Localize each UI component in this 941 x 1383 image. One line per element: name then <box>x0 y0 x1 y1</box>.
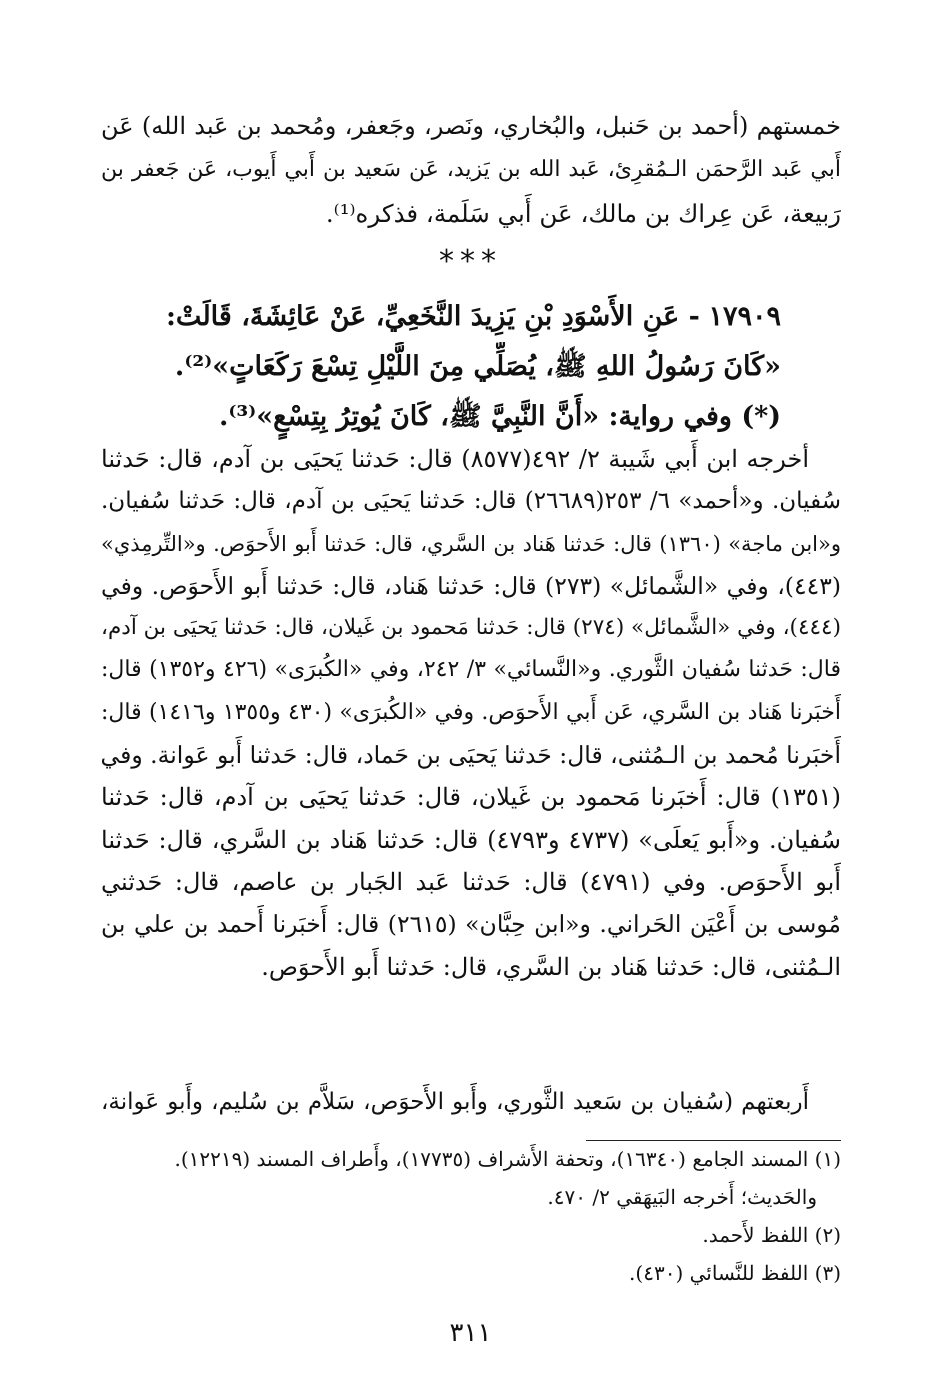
footnote-1-continuation: والحَديث؛ أَخرجه البَيهَقي ٢/ ٤٧٠. <box>547 1185 817 1209</box>
takhrij-line: أَخبَرنا مُحمد بن الـمُثنى، قال: حَدثنا يَحيَى بن حَماد، قال: حَدثنا أَبو عَوانة. وفي <box>101 741 841 770</box>
hadith-matn: «كَانَ رَسُولُ اللهِ ﷺ، يُصَلِّي مِنَ اللَّيْلِ تِسْعَ رَكَعَاتٍ»⁽²⁾. <box>174 351 781 382</box>
takhrij-line: قال: حَدثنا سُفيان الثَّوري. و«النَّسائي» ٣/ ٢٤٢، وفي «الكُبرَى» (٤٢٦ و١٣٥٢) قال: <box>101 657 841 683</box>
takhrij-line: و«ابن ماجة» (١٣٦٠) قال: حَدثنا هَناد بن السَّري، قال: حَدثنا أَبو الأَحوَص. و«التِّرمِذي» <box>101 531 841 556</box>
hadith-number: ١٧٩٠٩ <box>708 301 781 332</box>
footnotes <box>101 1138 841 1292</box>
hadith-variant: (*) وفي رواية: «أَنَّ النَّبِيَّ ﷺ، كَانَ يُوتِرُ بِتِسْعٍ»⁽³⁾. <box>218 401 781 432</box>
section-separator: *** <box>439 244 502 279</box>
takhrij-line: أَخبَرنا هَناد بن السَّري، عَن أَبي الأَحوَص. وفي «الكُبرَى» (٤٣٠ و١٣٥٥ و١٤١٦) قال: <box>101 699 841 725</box>
takhrij-line: سُفيان. و«أَبو يَعلَى» (٤٧٣٧ و٤٧٩٣) قال: حَدثنا هَناد بن السَّري، قال: حَدثنا <box>101 825 841 854</box>
takhrij-line: أَبو الأَحوَص. وفي (٤٧٩١) قال: حَدثنا عَبد الجَبار بن عاصم، قال: حَدثني <box>101 867 841 896</box>
footnote-1: (١) المسند الجامع (١٦٣٤٠)، وتحفة الأَشراف (١٧٧٣٥)، وأَطراف المسند (١٢٢١٩). <box>174 1147 841 1171</box>
footnote-2: (٢) اللفظ لأَحمد. <box>702 1223 841 1247</box>
takhrij-line: الـمُثنى، قال: حَدثنا هَناد بن السَّري، قال: حَدثنا أَبو الأَحوَص. <box>261 952 841 981</box>
page-number: ٣١١ <box>449 1318 492 1348</box>
intro-line: أَبي عَبد الرَّحمَن الـمُقرِئ، عَبد الله بن يَزيد، عَن سَعيد بن أَبي أَيوب، عَن جَعفر بن <box>101 157 841 182</box>
takhrij-line: (٤٤٤)، وفي «الشَّمائل» (٢٧٤) قال: حَدثنا مَحمود بن غَيلان، قال: حَدثنا يَحيَى بن آدم، <box>101 615 841 641</box>
takhrij-paragraph <box>101 438 841 988</box>
takhrij-line: (٤٤٣)، وفي «الشَّمائل» (٢٧٣) قال: حَدثنا هَناد، قال: حَدثنا أَبو الأَحوَص. وفي <box>101 571 841 600</box>
intro-line: رَبيعة، عَن عِراك بن مالك، عَن أَبي سَلَمة، فذكره⁽¹⁾. <box>325 199 841 228</box>
hadith-heading <box>101 292 841 342</box>
takhrij-line: أخرجه ابن أَبي شَيبة ٢/ ٤٩٢(٨٥٧٧) قال: حَدثنا يَحيَى بن آدم، قال: حَدثنا <box>101 445 809 473</box>
takhrij-line: (١٣٥١) قال: أَخبَرنا مَحمود بن غَيلان، قال: حَدثنا يَحيَى بن آدم، قال: حَدثنا <box>101 783 841 812</box>
continued-paragraph <box>101 1081 841 1123</box>
intro-paragraph <box>101 104 841 236</box>
footnote-3: (٣) اللفظ للنَّسائي (٤٣٠). <box>629 1261 841 1285</box>
hadith-chain: - عَنِ الأَسْوَدِ بْنِ يَزِيدَ النَّخَعِيِّ، عَنْ عَائِشَةَ، قَالَتْ: <box>165 301 700 332</box>
hadith-text <box>101 292 841 442</box>
intro-line: خمستهم (أحمد بن حَنبل، والبُخاري، ونَصر، وجَعفر، ومُحمد بن عَبد الله) عَن <box>101 112 841 140</box>
continued-line: أَربعتهم (سُفيان بن سَعيد الثَّوري، وأَبو الأَحوَص، سَلاَّم بن سُليم، وأَبو عَوانة، <box>101 1089 809 1115</box>
takhrij-line: سُفيان. و«أحمد» ٦/ ٢٥٣(٢٦٦٨٩) قال: حَدثنا يَحيَى بن آدم، قال: حَدثنا سُفيان. <box>101 488 841 515</box>
takhrij-line: مُوسى بن أَعْيَن الحَراني. و«ابن حِبَّان» (٢٦١٥) قال: أَخبَرنا أَحمد بن علي بن <box>101 910 841 939</box>
